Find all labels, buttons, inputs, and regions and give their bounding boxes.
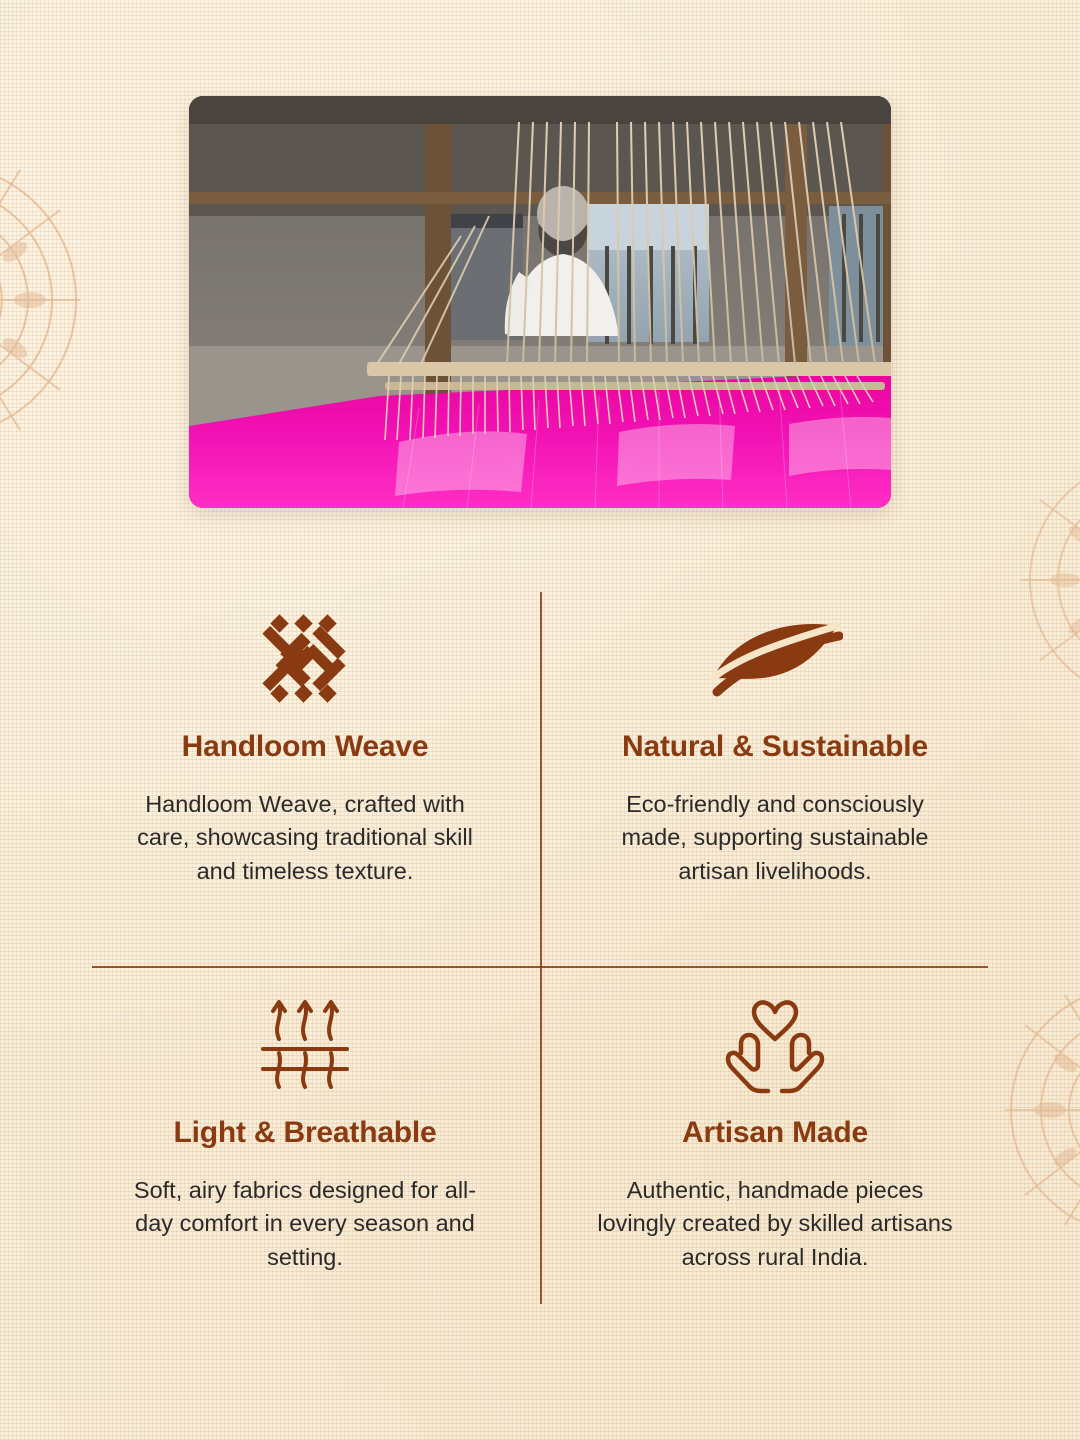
leaf-icon xyxy=(707,610,843,708)
hero-image xyxy=(189,96,891,508)
handloom-weaver-illustration xyxy=(189,96,891,508)
breathable-airflow-icon xyxy=(253,996,357,1094)
feature-title: Light & Breathable xyxy=(173,1116,437,1149)
feature-card-artisan-made xyxy=(540,962,988,1332)
feature-description: Eco-friendly and consciously made, supporting sustainable artisan livelihoods. xyxy=(621,791,929,884)
feature-title: Artisan Made xyxy=(682,1116,868,1149)
feature-grid xyxy=(92,592,988,1332)
feature-card-light-breathable xyxy=(92,962,540,1332)
feature-description: Handloom Weave, crafted with care, showcasing traditional skill and timeless texture. xyxy=(137,791,473,884)
feature-description: Soft, airy fabrics designed for all-day comfort in every season and setting. xyxy=(133,1177,477,1270)
feature-card-natural-sustainable xyxy=(540,592,988,962)
feature-title: Handloom Weave xyxy=(181,730,429,763)
hands-holding-heart-icon xyxy=(720,996,830,1094)
woven-knot-icon xyxy=(253,610,357,708)
feature-description: Authentic, handmade pieces lovingly created by skilled artisans across rural India. xyxy=(597,1177,953,1270)
feature-card-handloom-weave xyxy=(92,592,540,962)
feature-title: Natural & Sustainable xyxy=(622,730,928,763)
